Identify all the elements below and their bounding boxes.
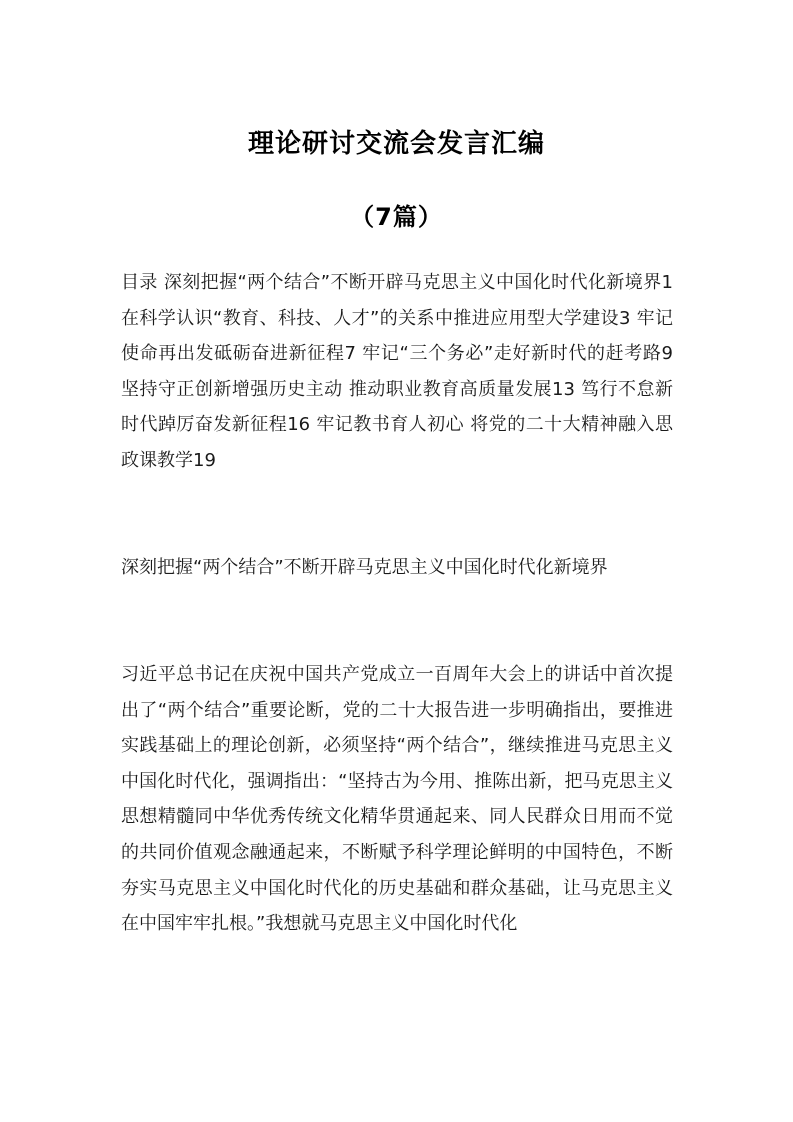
document-title: 理论研讨交流会发言汇编	[247, 129, 545, 159]
table-of-contents: 目录 深刻把握“两个结合”不断开辟马克思主义中国化时代化新境界1 在科学认识“教育、科技、人才”的关系中推进应用型大学建设3 牢记使命再出发砥砺奋进新征程7 牢记“三个务必”走好新时代的赶考路9 坚持守正创新增强历史主动 推动职业教育高质量发展13 笃行不怠新时代踔厉奋发新征程16 牢记教书育人初心 将党的二十大精神融入思政课教学19	[121, 272, 673, 471]
section-heading: 深刻把握“两个结合”不断开辟马克思主义中国化时代化新境界	[121, 557, 608, 578]
document-subtitle: （7篇）	[350, 203, 443, 231]
body-paragraph: 习近平总书记在庆祝中国共产党成立一百周年大会上的讲话中首次提出了“两个结合”重要论断，党的二十大报告进一步明确指出，要推进实践基础上的理论创新，必须坚持“两个结合”，继续推进马克思主义中国化时代化，强调指出：“坚持古为今用、推陈出新，把马克思主义思想精髓同中华优秀传统文化精华贯通起来、同人民群众日用而不觉的共同价值观念融通起来，不断赋予科学理论鲜明的中国特色，不断夯实马克思主义中国化时代化的历史基础和群众基础，让马克思主义在中国牢牢扎根。”我想就马克思主义中国化时代化	[121, 664, 673, 935]
